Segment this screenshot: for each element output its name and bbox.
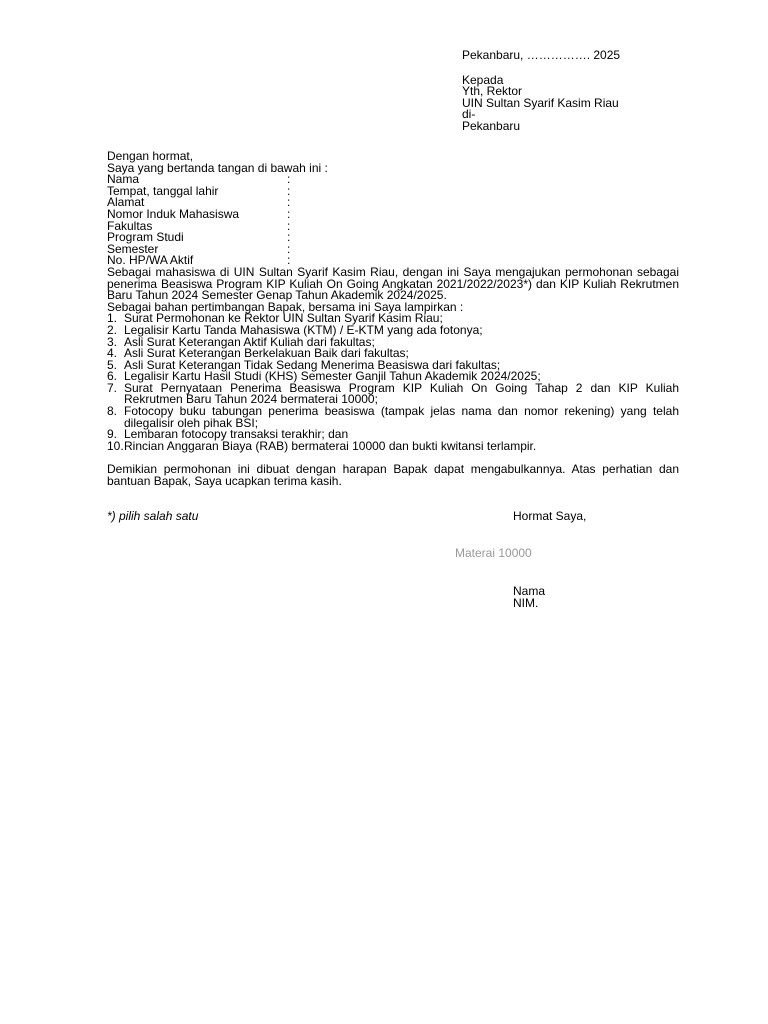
field-colon: : <box>287 195 291 210</box>
recipient-line: UIN Sultan Syarif Kasim Riau <box>462 95 619 110</box>
field-colon: : <box>287 253 291 268</box>
signature-name: Nama <box>513 584 546 598</box>
list-text: Legalisir Kartu Tanda Mahasiswa (KTM) / E-KTM yang ada fotonya; <box>124 322 483 337</box>
application-paragraph: Sebagai mahasiswa di UIN Sultan Syarif Kasim Riau, dengan ini Saya mengajukan permohonan sebagai penerima Beasiswa Program KIP Kuliah On Going Angkatan 2021/2022/2023*) dan KIP Kuliah Rekrutmen Baru Tahun 2024 Semester Genap Tahun Akademik 2024/2025. <box>107 264 679 303</box>
field-colon: : <box>287 206 291 221</box>
intro-text: Saya yang bertanda tangan di bawah ini : <box>107 160 328 175</box>
list-item <box>107 380 679 407</box>
field-colon: : <box>287 230 291 245</box>
field-label: Fakultas <box>107 218 153 233</box>
field-colon: : <box>287 218 291 233</box>
field-row <box>107 218 679 233</box>
field-label: No. HP/WA Aktif <box>107 253 194 268</box>
field-colon: : <box>287 172 291 187</box>
signature-nim: NIM. <box>513 595 539 610</box>
list-item <box>107 438 679 453</box>
list-text: Lembaran fotocopy transaksi terakhir; dan <box>124 427 349 442</box>
sign-off: Hormat Saya, <box>513 509 587 523</box>
list-number: 1. <box>107 311 118 326</box>
recipient-line: di- <box>462 107 476 122</box>
date-line: Pekanbaru, ……………. 2025 <box>462 48 621 62</box>
list-text: Legalisir Kartu Hasil Studi (KHS) Semester Ganjil Tahun Akademik 2024/2025; <box>124 369 541 384</box>
list-number: 4. <box>107 346 118 361</box>
letter-body <box>107 151 679 488</box>
list-text: Asli Surat Keterangan Berkelakuan Baik dari fakultas; <box>124 346 409 361</box>
list-number: 3. <box>107 334 118 349</box>
footnote: *) pilih salah satu <box>107 509 199 523</box>
list-text: Surat Permohonan ke Rektor UIN Sultan Syarif Kasim Riau; <box>124 311 443 326</box>
recipient-line: Yth, Rektor <box>462 84 523 99</box>
greeting: Dengan hormat, <box>107 149 194 163</box>
list-text: Asli Surat Keterangan Aktif Kuliah dari fakultas; <box>124 334 375 349</box>
field-row <box>107 232 679 244</box>
recipient-line: Pekanbaru <box>462 118 521 133</box>
field-row <box>107 206 679 221</box>
field-label: Semester <box>107 241 159 256</box>
list-number: 8. <box>107 404 118 419</box>
list-number: 2. <box>107 322 118 337</box>
materai-placeholder: Materai 10000 <box>455 546 532 560</box>
list-number: 10. <box>107 438 124 453</box>
letter-header <box>462 50 702 133</box>
list-number: 9. <box>107 427 118 442</box>
list-number: 5. <box>107 357 118 372</box>
recipient-line: Kepada <box>462 72 504 87</box>
field-colon: : <box>287 241 291 256</box>
list-number: 6. <box>107 369 118 384</box>
field-label: Nomor Induk Mahasiswa <box>107 206 240 221</box>
list-item <box>107 406 679 429</box>
list-text: Rincian Anggaran Biaya (RAB) bermaterai 10000 dan bukti kwitansi terlampir. <box>124 438 537 453</box>
attachments-list <box>107 313 679 452</box>
field-label: Tempat, tanggal lahir <box>107 183 219 198</box>
signature-block <box>513 586 545 609</box>
field-colon: : <box>287 183 291 198</box>
field-label: Nama <box>107 172 140 187</box>
field-label: Program Studi <box>107 230 184 245</box>
closing-paragraph: Demikian permohonan ini dibuat dengan harapan Bapak dapat mengabulkannya. Atas perhatian dan bantuan Bapak, Saya ucapkan terima kasih. <box>107 462 679 489</box>
list-text: Surat Pernyataan Penerima Beasiswa Program KIP Kuliah On Going Tahap 2 dan KIP Kuliah Rekrutmen Baru Tahun 2024 bermaterai 10000; <box>124 380 679 407</box>
field-label: Alamat <box>107 195 145 210</box>
list-text: Asli Surat Keterangan Tidak Sedang Menerima Beasiswa dari fakultas; <box>124 357 501 372</box>
list-text: Fotocopy buku tabungan penerima beasiswa (tampak jelas nama dan nomor rekening) yang telah dilegalisir oleh pihak BSI; <box>124 404 679 430</box>
list-number: 7. <box>107 380 118 395</box>
attachments-intro: Sebagai bahan pertimbangan Bapak, bersama ini Saya lampirkan : <box>107 299 464 314</box>
field-row <box>107 183 679 198</box>
